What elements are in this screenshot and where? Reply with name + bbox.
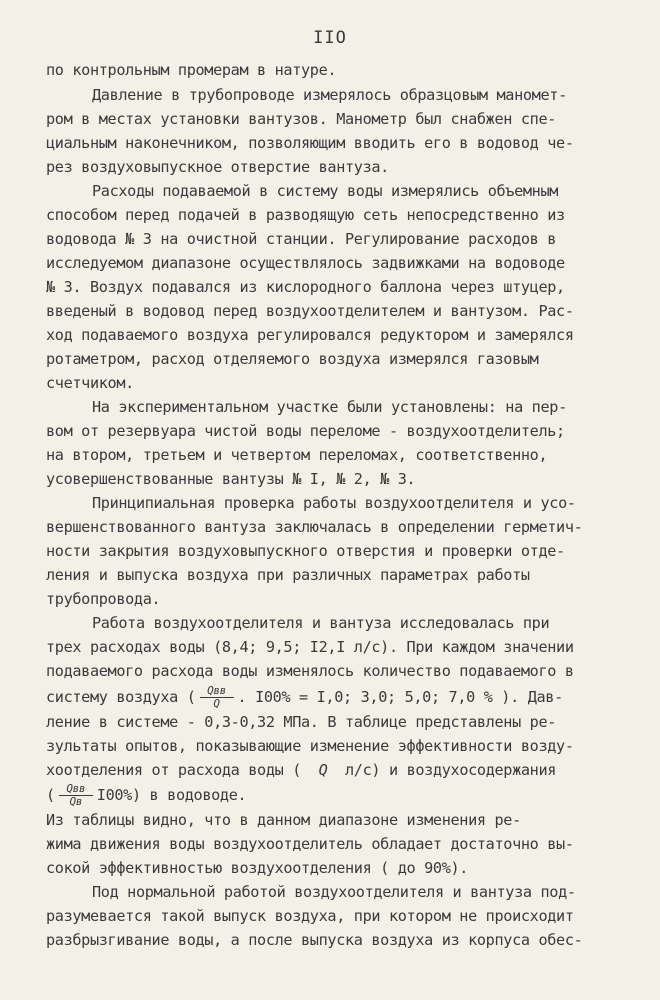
text-line: усовершенствованные вантузы № I, № 2, № 3. <box>46 470 416 488</box>
text-line: Принципиальная проверка работы воздухоотделителя и усо- <box>92 494 576 512</box>
fraction-denominator: Qв <box>69 795 83 808</box>
page-number: IIO <box>313 28 347 48</box>
text-line: Из таблицы видно, что в данном диапазоне изменения ре- <box>46 811 521 829</box>
formula-prefix: систему воздуха ( <box>46 688 196 706</box>
text-line: исследуемом диапазоне осуществлялось задвижками на водоводе <box>46 254 565 272</box>
text-line: счетчиком. <box>46 374 134 392</box>
text-segment: хоотделения от расхода воды ( <box>46 761 302 779</box>
text-line: ром в местах установки вантузов. Манометр был снабжен спе- <box>46 110 557 128</box>
text-line: № 3. Воздух подавался из кислородного баллона через штуцер, <box>46 278 565 296</box>
text-line: зультаты опытов, показывающие изменение эффективности возду- <box>46 737 574 755</box>
fraction-denominator: Q <box>213 697 220 710</box>
text-line: Давление в трубопроводе измерялось образцовым маномет- <box>92 86 567 104</box>
text-line: ности закрытия воздуховыпускного отверстия и проверки отде- <box>46 542 565 560</box>
text-line: вершенствованного вантуза заключалась в определении герметич- <box>46 518 583 536</box>
text-line: вом от резервуара чистой воды переломе - воздухоотделитель; <box>46 422 565 440</box>
text-line: Под нормальной работой воздухоотделителя и вантуза под- <box>92 883 576 901</box>
text-line: введеный в водовод перед воздухоотделителем и вантузом. Рас- <box>46 302 574 320</box>
fraction-numerator: Qвв <box>207 684 226 697</box>
text-line: циальным наконечником, позволяющим вводить его в водовод че- <box>46 134 574 152</box>
text-line: способом перед подачей в разводящую сеть непосредственно из <box>46 206 565 224</box>
text-line: ление в системе - 0,3-0,32 МПа. В таблице представлены ре- <box>46 713 557 731</box>
text-line: сокой эффективностью воздухоотделения ( до 90%). <box>46 859 469 877</box>
text-line: Расходы подаваемой в систему воды измерялись объемным <box>92 182 559 200</box>
text-line: ротаметром, расход отделяемого воздуха измерялся газовым <box>46 350 539 368</box>
text-line: рез воздуховыпускное отверстие вантуза. <box>46 158 389 176</box>
text-line: жима движения воды воздухоотделитель обладает достаточно вы- <box>46 835 574 853</box>
text-line: На экспериментальном участке были установлены: на пер- <box>92 398 567 416</box>
text-segment: л/с) и воздухосодержания <box>345 761 557 779</box>
text-line: на втором, третьем и четвертом переломах, соответственно, <box>46 446 548 464</box>
text-line: трех расходах воды (8,4; 9,5; I2,I л/с). При каждом значении <box>46 638 574 656</box>
text-line: Работа воздухоотделителя и вантуза исследовалась при <box>92 614 550 632</box>
text-line: по контрольным промерам в натуре. <box>46 61 337 79</box>
text-line: разбрызгивание воды, а после выпуска воздуха из корпуса обес- <box>46 931 583 949</box>
text-line: ления и выпуска воздуха при различных параметрах работы <box>46 566 530 584</box>
fraction <box>59 784 93 807</box>
text-line: трубопровода. <box>46 590 161 608</box>
text-line: водовода № 3 на очистной станции. Регулирование расходов в <box>46 230 557 248</box>
fraction-numerator: Qвв <box>66 782 86 795</box>
text-line <box>46 758 636 782</box>
fraction <box>200 686 234 709</box>
formula-suffix: . I00% = I,0; 3,0; 5,0; 7,0 % ). Дав- <box>237 688 563 706</box>
formula-line <box>46 685 636 709</box>
formula-suffix: I00%) в водоводе. <box>96 786 247 804</box>
text-line: ход подаваемого воздуха регулировался редуктором и замерялся <box>46 326 574 344</box>
flow-symbol: Q <box>318 761 328 779</box>
text-line: подаваемого расхода воды изменялось количество подаваемого в <box>46 662 574 680</box>
formula-prefix: ( <box>46 786 55 804</box>
formula-line <box>46 783 636 807</box>
text-line: разумевается такой выпуск воздуха, при котором не происходит <box>46 907 574 925</box>
